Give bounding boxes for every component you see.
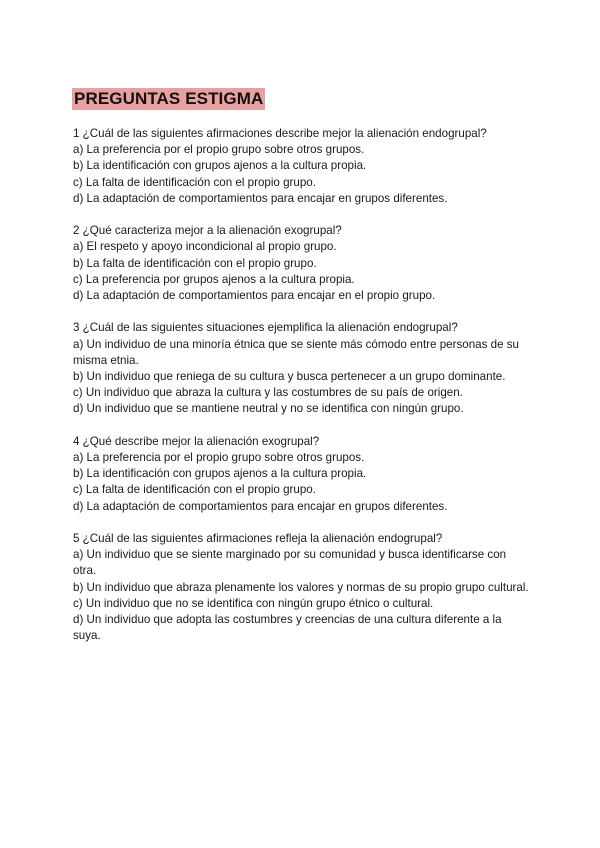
title-block: [72, 88, 265, 110]
option-d: d) La adaptación de comportamientos para encajar en grupos diferentes.: [73, 499, 448, 513]
option-b: b) La identificación con grupos ajenos a la cultura propia.: [73, 467, 367, 481]
option-d: d) La adaptación de comportamientos para encajar en grupos diferentes.: [73, 191, 448, 205]
option-a: a) El respeto y apoyo incondicional al propio grupo.: [73, 240, 337, 254]
question-text: 1 ¿Cuál de las siguientes afirmaciones describe mejor la alienación endogrupal?: [73, 127, 487, 140]
option-d: d) La adaptación de comportamientos para encajar en el propio grupo.: [73, 289, 436, 303]
option-c: c) Un individuo que abraza la cultura y las costumbres de su país de origen.: [73, 386, 463, 400]
option-a: a) Un individuo de una minoría étnica que se siente más cómodo entre personas de su misma etnia.: [73, 337, 519, 367]
option-b: b) La falta de identificación con el propio grupo.: [73, 256, 317, 270]
option-a: a) La preferencia por el propio grupo sobre otros grupos.: [73, 143, 365, 157]
question-text: 5 ¿Cuál de las siguientes afirmaciones refleja la alienación endogrupal?: [73, 532, 443, 546]
document-title: PREGUNTAS ESTIGMA: [74, 89, 264, 108]
question-text: 4 ¿Qué describe mejor la alienación exogrupal?: [73, 434, 320, 448]
option-c: c) La falta de identificación con el propio grupo.: [73, 483, 316, 497]
option-d: d) Un individuo que adopta las costumbres y creencias de una cultura diferente a la suya.: [73, 613, 502, 643]
option-b: b) Un individuo que abraza plenamente los valores y normas de su propio grupo cultural.: [73, 580, 529, 594]
option-d: d) Un individuo que se mantiene neutral y no se identifica con ningún grupo.: [73, 402, 464, 416]
question-text: 3 ¿Cuál de las siguientes situaciones ejemplifica la alienación endogrupal?: [73, 321, 458, 335]
question-1: [73, 126, 529, 207]
question-text: 2 ¿Qué caracteriza mejor a la alienación exogrupal?: [73, 224, 342, 238]
option-a: a) Un individuo que se siente marginado por su comunidad y busca identificarse con otra.: [73, 548, 507, 578]
question-5: [73, 531, 529, 644]
questions-list: [73, 126, 529, 661]
option-c: c) La falta de identificación con el propio grupo.: [73, 175, 316, 189]
question-3: [73, 320, 529, 417]
question-4: [73, 434, 529, 515]
option-b: b) Un individuo que reniega de su cultura y busca pertenecer a un grupo dominante.: [73, 370, 506, 384]
option-b: b) La identificación con grupos ajenos a la cultura propia.: [73, 159, 367, 173]
question-2: [73, 223, 529, 304]
option-a: a) La preferencia por el propio grupo sobre otros grupos.: [73, 451, 365, 465]
option-c: c) Un individuo que no se identifica con ningún grupo étnico o cultural.: [73, 596, 434, 610]
option-c: c) La preferencia por grupos ajenos a la cultura propia.: [73, 272, 355, 286]
